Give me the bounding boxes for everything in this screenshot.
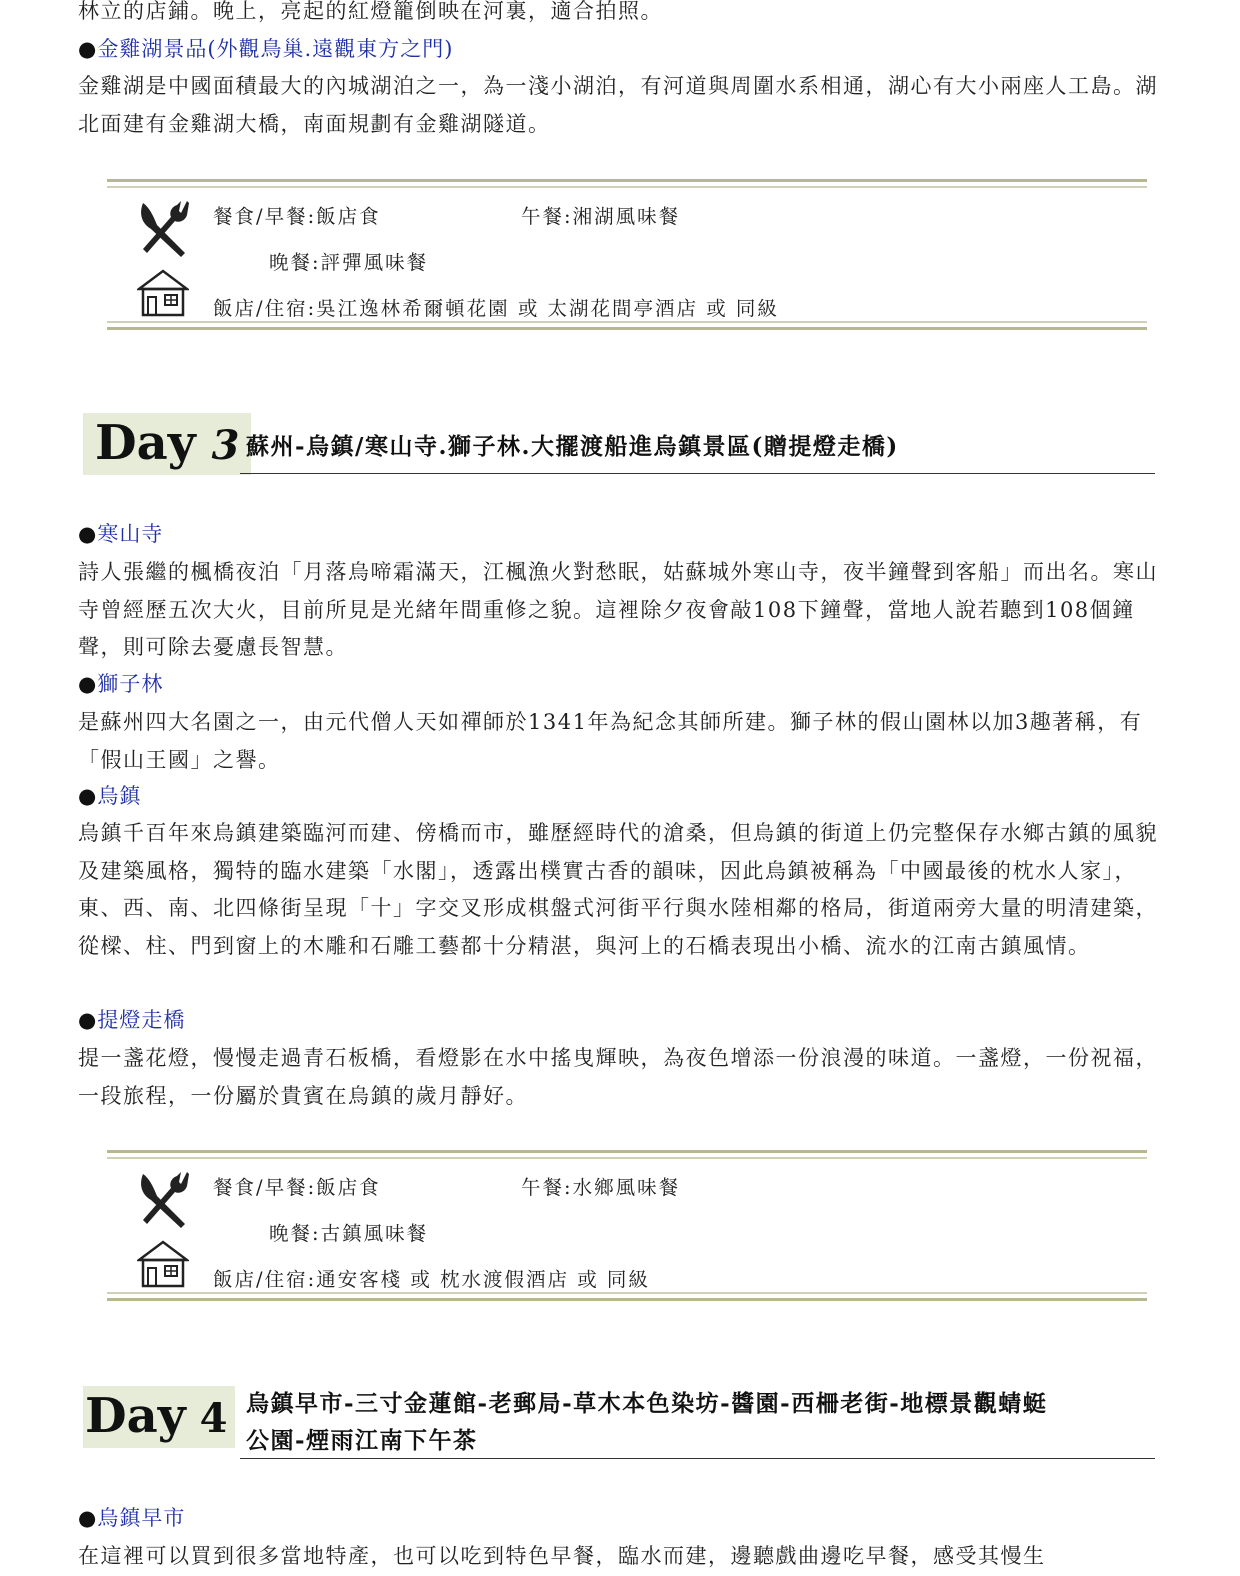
day-number: 3 (211, 422, 240, 469)
section-heading-hanshan-temple: ●寒山寺 (78, 522, 164, 546)
divider (240, 473, 1155, 474)
meal-lunch: 午餐:水鄉風味餐 (521, 1176, 681, 1199)
section-heading-jinji-lake (78, 34, 453, 64)
paragraph-intro-tail: 林立的店鋪。晚上，亮起的紅燈籠倒映在河裏，適合拍照。 (78, 0, 663, 23)
section-heading-lantern-walk: ●提燈走橋 (78, 1008, 186, 1032)
paragraph-wuzhen: 烏鎮千百年來烏鎮建築臨河而建、傍橋而市，雖歷經時代的滄桑，但烏鎮的街道上仍完整保存水鄉古鎮的風貌及建築風格，獨特的臨水建築「水閣」，透露出樸實古香的韻味，因此烏鎮被稱為「中國最後的枕水人家」，東、西、南、北四條街呈現「十」字交叉形成棋盤式河街平行與水陸相鄰的格局，街道兩旁大量的明清建築，從樑、柱、門到窗上的木雕和石雕工藝都十分精湛，與河上的石橋表現出小橋、流水的江南古鎮風情。 (78, 821, 1158, 958)
day-badge (83, 413, 251, 475)
paragraph-wuzhen-morning-market: 在這裡可以買到很多當地特產，也可以吃到特色早餐，臨水而建，邊聽戲曲邊吃早餐，感受其慢生 (78, 1544, 1046, 1568)
divider (107, 1150, 1147, 1159)
day-number: 4 (199, 1395, 228, 1442)
bullet: ● (78, 37, 98, 61)
day-label: Day (95, 415, 196, 471)
house-icon (137, 1240, 189, 1288)
paragraph-lantern-walk: 提一盞花燈，慢慢走過青石板橋，看燈影在水中搖曳輝映，為夜色增添一份浪漫的味道。一盞燈，一份祝福，一段旅程，一份屬於貴賓在烏鎮的歲月靜好。 (78, 1046, 1158, 1108)
day-title: 蘇州-烏鎮/寒山寺.獅子林.大擺渡船進烏鎮景區(贈提燈走橋) (246, 433, 899, 460)
meal-lunch: 午餐:湘湖風味餐 (521, 205, 681, 228)
fork-knife-icon (137, 1170, 193, 1230)
divider (240, 1458, 1155, 1459)
section-heading-label: 金雞湖景品(外觀鳥巢.遠觀東方之門) (97, 37, 454, 61)
day-title-line: 公園-煙雨江南下午茶 (246, 1427, 478, 1454)
meal-dinner: 晚餐:古鎮風味餐 (269, 1222, 429, 1245)
meal-breakfast: 餐食/早餐:飯店食 (213, 1176, 381, 1199)
meal-dinner: 晚餐:評彈風味餐 (269, 251, 429, 274)
section-heading-wuzhen-morning-market: ●烏鎮早市 (78, 1506, 186, 1530)
day-title-line: 烏鎮早市-三寸金蓮館-老郵局-草木本色染坊-醬園-西柵老街-地標景觀蜻蜓 (246, 1390, 1048, 1417)
hotel-info: 飯店/住宿:通安客棧 或 枕水渡假酒店 或 同級 (213, 1268, 650, 1291)
paragraph-lion-grove: 是蘇州四大名園之一，由元代僧人天如禪師於1341年為紀念其師所建。獅子林的假山園林以加3趣著稱，有「假山王國」之譽。 (78, 710, 1143, 772)
divider (107, 1292, 1147, 1301)
meal-info-box (107, 1150, 1147, 1302)
divider (107, 179, 1147, 188)
hotel-info: 飯店/住宿:吳江逸林希爾頓花園 或 太湖花間亭酒店 或 同級 (213, 297, 779, 320)
meal-breakfast: 餐食/早餐:飯店食 (213, 205, 381, 228)
day-badge (83, 1386, 235, 1448)
fork-knife-icon (137, 199, 193, 259)
paragraph-hanshan-temple: 詩人張繼的楓橋夜泊「月落烏啼霜滿天，江楓漁火對愁眠，姑蘇城外寒山寺，夜半鐘聲到客船」而出名。寒山寺曾經歷五次大火，目前所見是光緒年間重修之貌。這裡除夕夜會敲108下鐘聲，當地人說若聽到108個鐘聲，則可除去憂慮長智慧。 (78, 560, 1158, 659)
meal-info-box (107, 179, 1147, 331)
house-icon (137, 269, 189, 317)
day-title (246, 1385, 1156, 1459)
section-heading-lion-grove: ●獅子林 (78, 672, 164, 696)
day-label: Day (85, 1388, 186, 1444)
divider (107, 321, 1147, 330)
paragraph-jinji-lake: 金雞湖是中國面積最大的內城湖泊之一，為一淺小湖泊，有河道與周圍水系相通，湖心有大小兩座人工島。湖北面建有金雞湖大橋，南面規劃有金雞湖隧道。 (78, 74, 1158, 136)
section-heading-wuzhen: ●烏鎮 (78, 784, 142, 808)
